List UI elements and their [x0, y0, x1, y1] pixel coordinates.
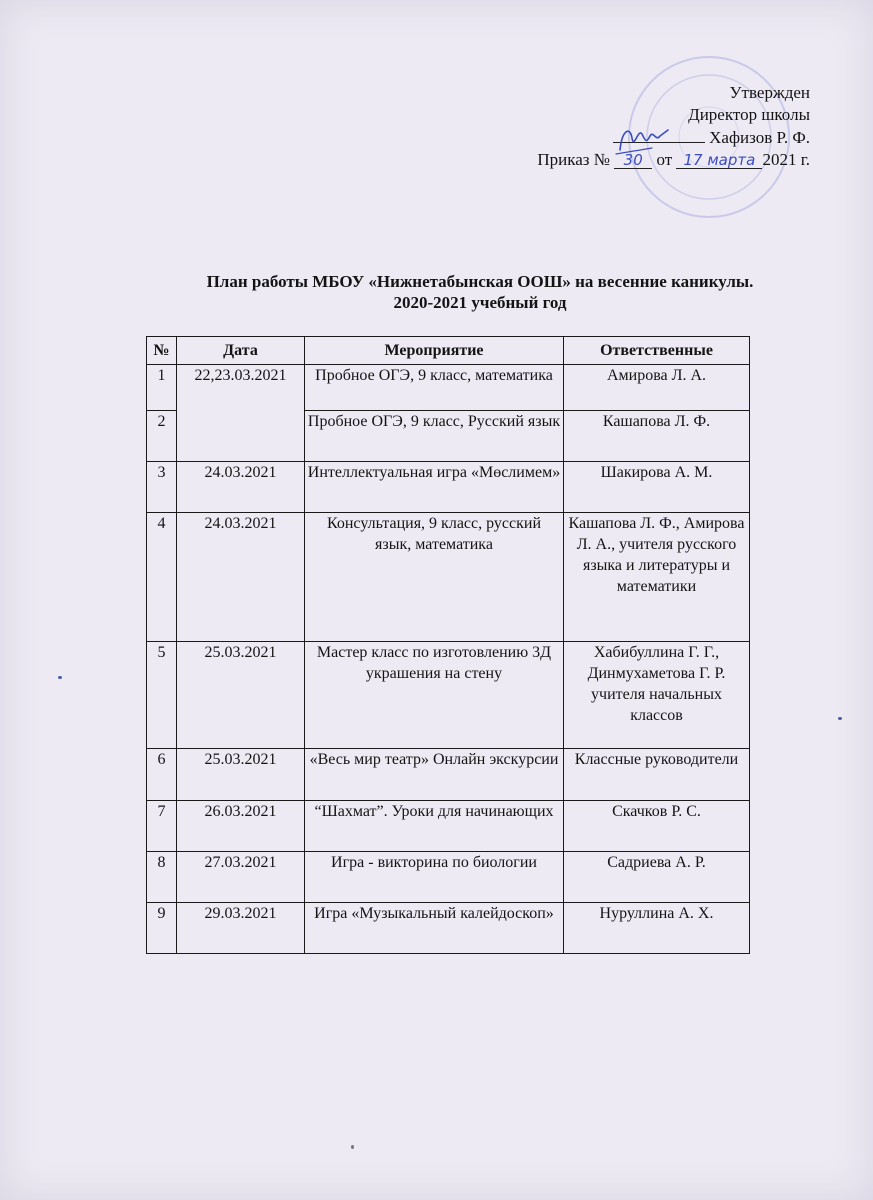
- order-prefix: Приказ №: [537, 150, 610, 169]
- director-name: Хафизов Р. Ф.: [709, 128, 810, 147]
- scan-speck: [58, 676, 62, 679]
- row-event: Игра - викторина по биологии: [305, 852, 564, 903]
- order-from: от: [656, 150, 673, 169]
- scan-speck: [351, 1145, 354, 1149]
- table-header-row: [147, 337, 750, 365]
- row-event: Пробное ОГЭ, 9 класс, математика: [305, 365, 564, 411]
- scan-speck: [838, 717, 842, 720]
- row-responsible: Амирова Л. А.: [564, 365, 750, 411]
- table-row: [147, 365, 750, 411]
- approved-label: Утвержден: [729, 83, 810, 102]
- row-event: Мастер класс по изготовлению 3Д украшения на стену: [305, 642, 564, 749]
- row-number: 2: [147, 411, 177, 462]
- row-responsible: Хабибуллина Г. Г., Динмухаметова Г. Р. учителя начальных классов: [564, 642, 750, 749]
- row-date: 24.03.2021: [177, 513, 305, 642]
- row-number: 4: [147, 513, 177, 642]
- row-date: 25.03.2021: [177, 642, 305, 749]
- director-position: Директор школы: [688, 105, 810, 124]
- row-number: 8: [147, 852, 177, 903]
- row-event: “Шахмат”. Уроки для начинающих: [305, 801, 564, 852]
- table-row: [147, 513, 750, 642]
- header-number: №: [147, 337, 177, 365]
- table-row: [147, 852, 750, 903]
- signature-icon: [612, 120, 672, 160]
- plan-table: [146, 336, 750, 954]
- order-date: 17 марта: [676, 152, 762, 169]
- order-line: [537, 149, 810, 171]
- table-row: [147, 462, 750, 513]
- row-responsible: Садриева А. Р.: [564, 852, 750, 903]
- row-number: 1: [147, 365, 177, 411]
- row-number: 3: [147, 462, 177, 513]
- title-line-1: План работы МБОУ «Нижнетабынская ООШ» на весенние каникулы.: [206, 272, 754, 291]
- row-responsible: Нуруллина А. Х.: [564, 903, 750, 954]
- row-date: 24.03.2021: [177, 462, 305, 513]
- row-date: 25.03.2021: [177, 749, 305, 801]
- row-responsible: Скачков Р. С.: [564, 801, 750, 852]
- approval-block: [537, 82, 810, 171]
- row-event: «Весь мир театр» Онлайн экскурсии: [305, 749, 564, 801]
- row-responsible: Кашапова Л. Ф., Амирова Л. А., учителя русского языка и литературы и математики: [564, 513, 750, 642]
- row-date: 27.03.2021: [177, 852, 305, 903]
- row-date: 22,23.03.2021: [177, 365, 305, 462]
- table-row: [147, 801, 750, 852]
- row-responsible: Шакирова А. М.: [564, 462, 750, 513]
- order-year: 2021 г.: [762, 150, 810, 169]
- order-number: 30: [614, 152, 652, 169]
- table-row: [147, 642, 750, 749]
- row-responsible: Кашапова Л. Ф.: [564, 411, 750, 462]
- row-responsible: Классные руководители: [564, 749, 750, 801]
- document-title: [100, 271, 860, 313]
- row-number: 6: [147, 749, 177, 801]
- header-date: Дата: [177, 337, 305, 365]
- row-event: Пробное ОГЭ, 9 класс, Русский язык: [305, 411, 564, 462]
- title-line-2: 2020-2021 учебный год: [393, 293, 567, 312]
- row-date: 29.03.2021: [177, 903, 305, 954]
- header-responsible: Ответственные: [564, 337, 750, 365]
- row-number: 9: [147, 903, 177, 954]
- row-event: Интеллектуальная игра «Мөслимем»: [305, 462, 564, 513]
- table-row: [147, 749, 750, 801]
- header-event: Мероприятие: [305, 337, 564, 365]
- row-event: Консультация, 9 класс, русский язык, математика: [305, 513, 564, 642]
- row-number: 5: [147, 642, 177, 749]
- director-signature-line: [537, 126, 810, 149]
- row-event: Игра «Музыкальный калейдоскоп»: [305, 903, 564, 954]
- table-row: [147, 903, 750, 954]
- row-number: 7: [147, 801, 177, 852]
- row-date: 26.03.2021: [177, 801, 305, 852]
